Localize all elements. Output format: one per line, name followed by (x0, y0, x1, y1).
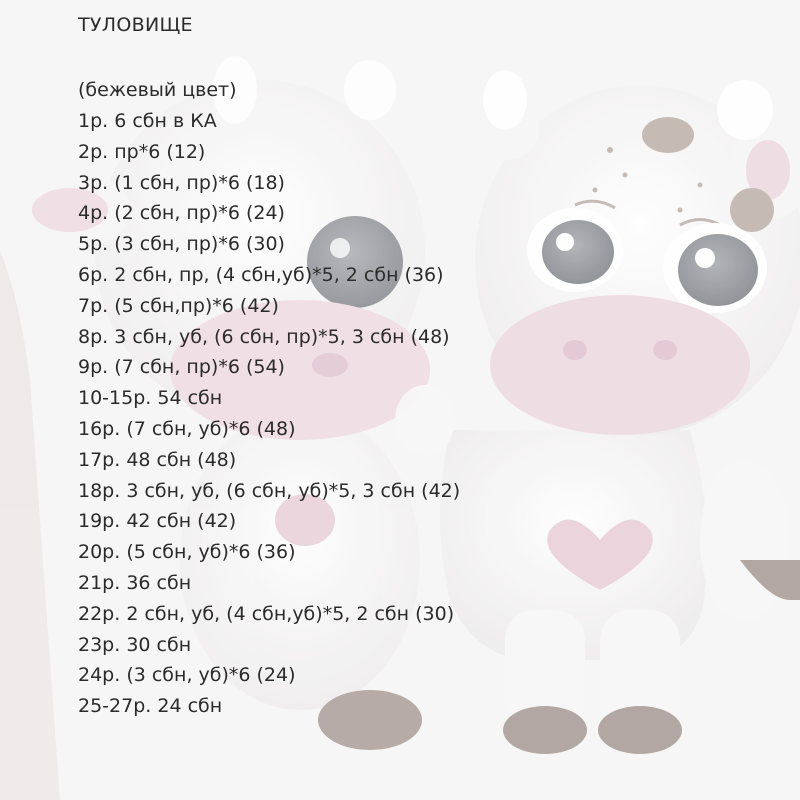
pattern-row: 22р. 2 сбн, уб, (4 сбн,уб)*5, 2 сбн (30) (78, 602, 455, 625)
pattern-row: 7р. (5 сбн,пр)*6 (42) (78, 294, 279, 317)
section-title: ТУЛОВИЩЕ (78, 14, 193, 36)
pattern-row: 24р. (3 сбн, уб)*6 (24) (78, 664, 296, 687)
pattern-row: 1р. 6 сбн в КА (78, 110, 217, 132)
pattern-row: 17р. 48 сбн (48) (78, 448, 237, 471)
pattern-row: 2р. пр*6 (12) (78, 140, 206, 163)
pattern-row: 8р. 3 сбн, уб, (6 сбн, пр)*5, 3 сбн (48) (78, 325, 450, 348)
pattern-row: 23р. 30 сбн (78, 633, 192, 656)
pattern-row: 18р. 3 сбн, уб, (6 сбн, уб)*5, 3 сбн (42) (78, 479, 461, 502)
pattern-row: 5р. (3 сбн, пр)*6 (30) (78, 233, 285, 256)
pattern-row: 3р. (1 сбн, пр)*6 (18) (78, 171, 285, 194)
pattern-row: 9р. (7 сбн, пр)*6 (54) (78, 356, 285, 379)
pattern-row: 6р. 2 сбн, пр, (4 сбн,уб)*5, 2 сбн (36) (78, 263, 444, 286)
pattern-row: 10-15р. 54 сбн (78, 387, 223, 410)
pattern-row: 20р. (5 сбн, уб)*6 (36) (78, 541, 296, 564)
pattern-row: 16р. (7 сбн, уб)*6 (48) (78, 417, 296, 440)
pattern-row: 25-27р. 24 сбн (78, 695, 223, 718)
pattern-row: 21р. 36 сбн (78, 571, 192, 594)
color-note: (бежевый цвет) (78, 79, 237, 101)
row-list (78, 110, 460, 726)
pattern-row: 4р. (2 сбн, пр)*6 (24) (78, 202, 285, 225)
pattern-row: 19р. 42 сбн (42) (78, 510, 237, 533)
